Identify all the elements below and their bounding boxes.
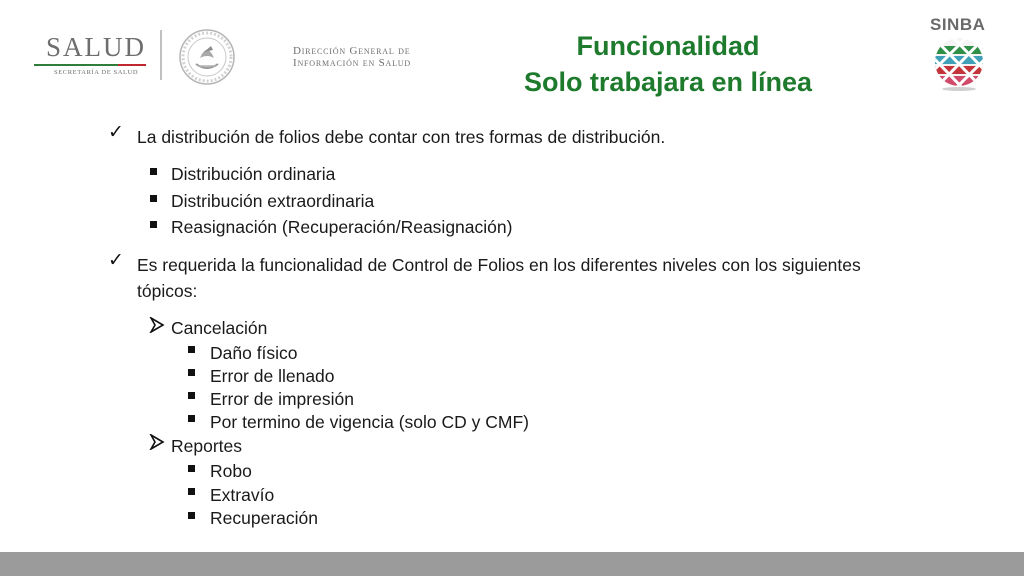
checkmark-icon: ✓ xyxy=(108,250,124,271)
square-bullet-icon xyxy=(188,392,195,399)
square-bullet-icon xyxy=(188,465,195,472)
dgis-line-1: Dirección General de xyxy=(293,45,411,57)
bullet-item-control-folios: Es requerida la funcionalidad de Control de Folios en los diferentes niveles con los siguientes xyxy=(137,255,861,275)
logo-divider xyxy=(160,30,162,80)
square-bullet-icon xyxy=(188,415,195,422)
square-bullet-icon xyxy=(188,369,195,376)
list-item: Robo xyxy=(210,461,252,481)
slide-title xyxy=(468,28,868,100)
square-bullet-icon xyxy=(150,221,157,228)
square-bullet-icon xyxy=(188,346,195,353)
square-bullet-icon xyxy=(150,168,157,175)
dgis-logo-text xyxy=(293,45,411,69)
list-item: Error de llenado xyxy=(210,366,335,386)
list-item: Error de impresión xyxy=(210,389,354,409)
topic-cancelacion: Cancelación xyxy=(171,318,268,338)
national-seal-icon xyxy=(178,28,236,86)
sinba-label: SINBA xyxy=(930,15,986,34)
bullet-item-distribution: La distribución de folios debe contar con tres formas de distribución. xyxy=(137,127,666,147)
sinba-globe-icon xyxy=(932,36,986,92)
salud-logo-underline-accent xyxy=(118,64,146,66)
slide-title-line-1: Funcionalidad xyxy=(576,31,760,61)
arrow-bullet-icon xyxy=(149,317,165,333)
list-item: Por termino de vigencia (solo CD y CMF) xyxy=(210,412,529,432)
dgis-line-2: Información en Salud xyxy=(293,57,411,69)
list-item: Reasignación (Recuperación/Reasignación) xyxy=(171,217,513,237)
square-bullet-icon xyxy=(188,512,195,519)
list-item: Distribución extraordinaria xyxy=(171,191,375,211)
list-item: Daño físico xyxy=(210,343,298,363)
square-bullet-icon xyxy=(150,195,157,202)
slide-title-line-2: Solo trabajara en línea xyxy=(523,67,813,97)
list-item: Recuperación xyxy=(210,508,318,528)
arrow-bullet-icon xyxy=(149,434,165,450)
salud-logo-subtitle: SECRETARÍA DE SALUD xyxy=(54,69,139,76)
bullet-item-control-folios-cont: tópicos: xyxy=(137,281,198,301)
topic-reportes: Reportes xyxy=(171,436,243,456)
square-bullet-icon xyxy=(188,488,195,495)
salud-logo-text: SALUD xyxy=(46,32,147,62)
list-item: Distribución ordinaria xyxy=(171,164,336,184)
checkmark-icon: ✓ xyxy=(108,122,124,143)
footer-bar xyxy=(0,552,1024,576)
list-item: Extravío xyxy=(210,485,275,505)
